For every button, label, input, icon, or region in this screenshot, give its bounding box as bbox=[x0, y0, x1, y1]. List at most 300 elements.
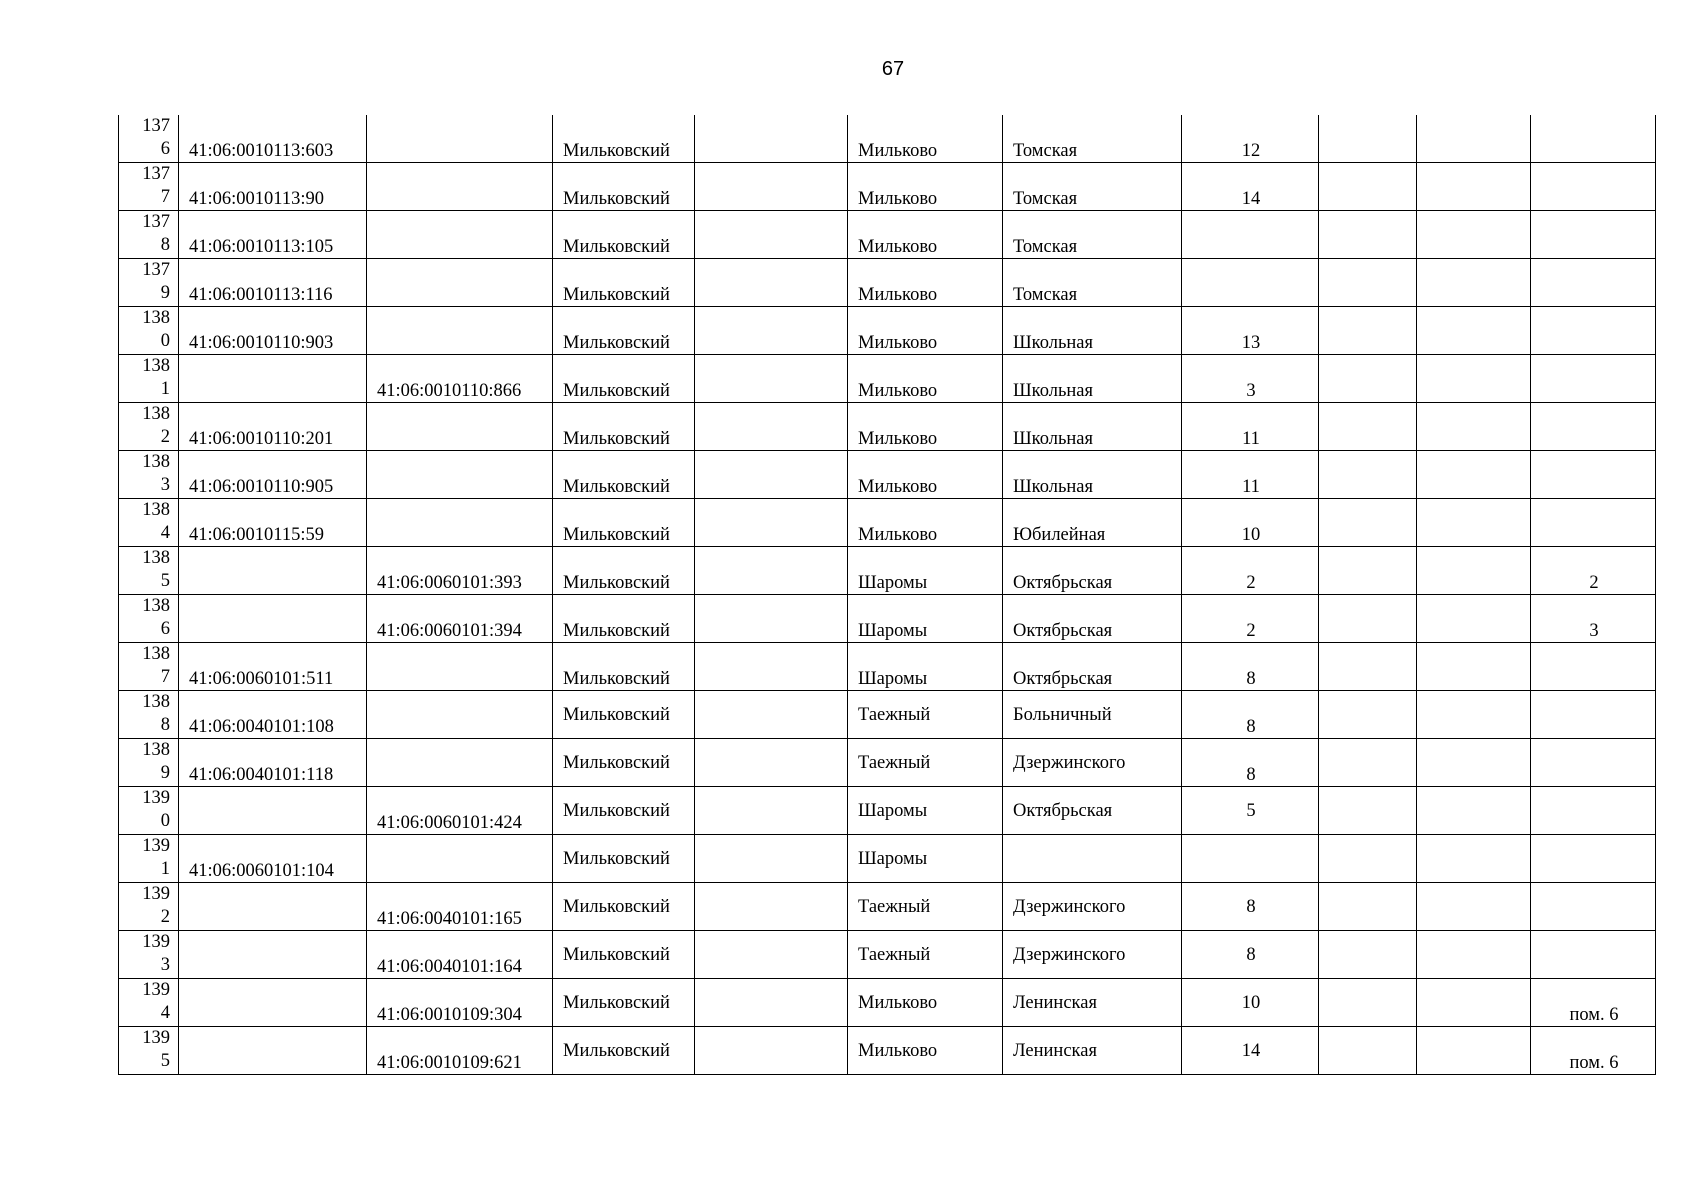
row-number bbox=[119, 595, 179, 643]
col-10 bbox=[1319, 259, 1417, 307]
row-number-line: 138 bbox=[142, 404, 170, 424]
empty-col bbox=[695, 595, 848, 643]
col-10 bbox=[1319, 499, 1417, 547]
row-number-line: 7 bbox=[160, 187, 170, 207]
locality bbox=[848, 835, 1003, 883]
row-number bbox=[119, 499, 179, 547]
row-number bbox=[119, 307, 179, 355]
col-11 bbox=[1417, 979, 1531, 1027]
street bbox=[1003, 739, 1182, 787]
room bbox=[1531, 643, 1656, 691]
table-row bbox=[119, 115, 1656, 163]
row-number bbox=[119, 643, 179, 691]
room bbox=[1531, 355, 1656, 403]
col-11 bbox=[1417, 547, 1531, 595]
raion-text: Мильковский bbox=[563, 705, 670, 725]
col-11 bbox=[1417, 595, 1531, 643]
row-number-line: 139 bbox=[142, 788, 170, 808]
locality-text: Шаромы bbox=[858, 621, 928, 641]
locality-text: Мильково bbox=[858, 1041, 938, 1061]
street-text: Дзержинского bbox=[1013, 897, 1126, 917]
house bbox=[1182, 931, 1319, 979]
col-11 bbox=[1417, 643, 1531, 691]
street bbox=[1003, 643, 1182, 691]
raion-text: Мильковский bbox=[563, 801, 670, 821]
table-row bbox=[119, 931, 1656, 979]
col-11 bbox=[1417, 403, 1531, 451]
raion-text: Мильковский bbox=[563, 141, 670, 161]
row-number-line: 139 bbox=[142, 884, 170, 904]
row-number-line: 139 bbox=[142, 980, 170, 1000]
cadastral-number-alt-text: 41:06:0040101:165 bbox=[377, 909, 522, 929]
cadastral-number-text: 41:06:0040101:108 bbox=[189, 717, 334, 737]
street bbox=[1003, 115, 1182, 163]
street-text: Томская bbox=[1013, 141, 1078, 161]
raion bbox=[553, 547, 695, 595]
locality-text: Мильково bbox=[858, 525, 938, 545]
col-10 bbox=[1319, 1027, 1417, 1075]
street-text: Школьная bbox=[1013, 429, 1094, 449]
raion bbox=[553, 163, 695, 211]
cadastral-number-alt bbox=[367, 451, 553, 499]
cadastral-number bbox=[179, 163, 367, 211]
row-number-line: 4 bbox=[160, 523, 170, 543]
row-number-line: 9 bbox=[160, 763, 170, 783]
cadastral-number-text: 41:06:0010110:905 bbox=[189, 477, 334, 497]
raion-text: Мильковский bbox=[563, 285, 670, 305]
cadastral-number bbox=[179, 595, 367, 643]
cadastral-number bbox=[179, 403, 367, 451]
house bbox=[1182, 595, 1319, 643]
cadastral-number bbox=[179, 115, 367, 163]
table-row bbox=[119, 403, 1656, 451]
cadastral-number bbox=[179, 259, 367, 307]
cadastral-number-alt-text: 41:06:0040101:164 bbox=[377, 957, 522, 977]
row-number-line: 5 bbox=[160, 1051, 170, 1071]
cadastral-number-alt bbox=[367, 787, 553, 835]
cadastral-number-alt bbox=[367, 883, 553, 931]
row-number-line: 2 bbox=[160, 427, 170, 447]
row-number-line: 138 bbox=[142, 740, 170, 760]
cadastral-number-alt bbox=[367, 931, 553, 979]
col-11 bbox=[1417, 163, 1531, 211]
locality-text: Мильково bbox=[858, 237, 938, 257]
row-number-line: 7 bbox=[160, 667, 170, 687]
cadastral-number bbox=[179, 499, 367, 547]
house-text: 14 bbox=[1241, 189, 1261, 209]
row-number bbox=[119, 883, 179, 931]
col-11 bbox=[1417, 259, 1531, 307]
house bbox=[1182, 979, 1319, 1027]
room bbox=[1531, 739, 1656, 787]
street-text: Ленинская bbox=[1013, 993, 1097, 1013]
cadastral-number bbox=[179, 1027, 367, 1075]
cadastral-number bbox=[179, 643, 367, 691]
raion-text: Мильковский bbox=[563, 237, 670, 257]
empty-col bbox=[695, 307, 848, 355]
col-11 bbox=[1417, 211, 1531, 259]
room bbox=[1531, 163, 1656, 211]
empty-col bbox=[695, 835, 848, 883]
locality bbox=[848, 595, 1003, 643]
row-number bbox=[119, 163, 179, 211]
raion-text: Мильковский bbox=[563, 621, 670, 641]
cadastral-number bbox=[179, 883, 367, 931]
locality-text: Мильково bbox=[858, 189, 938, 209]
room bbox=[1531, 259, 1656, 307]
col-10 bbox=[1319, 643, 1417, 691]
house-text: 2 bbox=[1246, 573, 1256, 593]
cadastral-number-text: 41:06:0040101:118 bbox=[189, 765, 334, 785]
table-row bbox=[119, 499, 1656, 547]
cadastral-number-alt bbox=[367, 307, 553, 355]
cadastral-number-alt-text: 41:06:0060101:394 bbox=[377, 621, 522, 641]
row-number-line: 139 bbox=[142, 932, 170, 952]
row-number-line: 138 bbox=[142, 452, 170, 472]
house bbox=[1182, 115, 1319, 163]
locality bbox=[848, 739, 1003, 787]
col-10 bbox=[1319, 451, 1417, 499]
cadastral-number-alt bbox=[367, 499, 553, 547]
locality-text: Таежный bbox=[858, 945, 931, 965]
house-text: 2 bbox=[1246, 621, 1256, 641]
locality-text: Шаромы bbox=[858, 573, 928, 593]
locality bbox=[848, 307, 1003, 355]
row-number-line: 9 bbox=[160, 283, 170, 303]
row-number-line: 139 bbox=[142, 1028, 170, 1048]
table-body bbox=[119, 115, 1656, 1075]
col-11 bbox=[1417, 115, 1531, 163]
house-text: 14 bbox=[1241, 1041, 1261, 1061]
raion-text: Мильковский bbox=[563, 525, 670, 545]
cadastral-number bbox=[179, 931, 367, 979]
raion bbox=[553, 883, 695, 931]
raion bbox=[553, 1027, 695, 1075]
room bbox=[1531, 787, 1656, 835]
empty-col bbox=[695, 1027, 848, 1075]
cadastral-number-alt bbox=[367, 211, 553, 259]
locality bbox=[848, 403, 1003, 451]
room-text: пом. 6 bbox=[1569, 1005, 1619, 1025]
street bbox=[1003, 355, 1182, 403]
row-number-line: 1 bbox=[160, 379, 170, 399]
col-11 bbox=[1417, 499, 1531, 547]
street bbox=[1003, 211, 1182, 259]
empty-col bbox=[695, 163, 848, 211]
street bbox=[1003, 403, 1182, 451]
table-row bbox=[119, 307, 1656, 355]
row-number-line: 138 bbox=[142, 548, 170, 568]
col-10 bbox=[1319, 163, 1417, 211]
locality-text: Шаромы bbox=[858, 669, 928, 689]
street bbox=[1003, 691, 1182, 739]
raion-text: Мильковский bbox=[563, 477, 670, 497]
street bbox=[1003, 595, 1182, 643]
room bbox=[1531, 115, 1656, 163]
empty-col bbox=[695, 883, 848, 931]
table-row bbox=[119, 691, 1656, 739]
row-number-line: 137 bbox=[142, 212, 170, 232]
row-number bbox=[119, 931, 179, 979]
house bbox=[1182, 499, 1319, 547]
room bbox=[1531, 499, 1656, 547]
locality-text: Шаромы bbox=[858, 849, 928, 869]
raion bbox=[553, 115, 695, 163]
street bbox=[1003, 307, 1182, 355]
col-10 bbox=[1319, 115, 1417, 163]
col-11 bbox=[1417, 883, 1531, 931]
cadastral-number-alt bbox=[367, 595, 553, 643]
cadastral-number-alt-text: 41:06:0010109:621 bbox=[377, 1053, 522, 1073]
locality-text: Мильково bbox=[858, 333, 938, 353]
street bbox=[1003, 883, 1182, 931]
street-text: Ленинская bbox=[1013, 1041, 1097, 1061]
room bbox=[1531, 547, 1656, 595]
row-number-line: 8 bbox=[160, 235, 170, 255]
room bbox=[1531, 307, 1656, 355]
row-number bbox=[119, 979, 179, 1027]
raion bbox=[553, 979, 695, 1027]
table-row bbox=[119, 163, 1656, 211]
house bbox=[1182, 739, 1319, 787]
locality bbox=[848, 211, 1003, 259]
empty-col bbox=[695, 403, 848, 451]
locality bbox=[848, 115, 1003, 163]
col-10 bbox=[1319, 787, 1417, 835]
room bbox=[1531, 451, 1656, 499]
street-text: Октябрьская bbox=[1013, 669, 1113, 689]
col-10 bbox=[1319, 739, 1417, 787]
house bbox=[1182, 883, 1319, 931]
cadastral-number bbox=[179, 211, 367, 259]
house bbox=[1182, 451, 1319, 499]
locality bbox=[848, 691, 1003, 739]
house bbox=[1182, 355, 1319, 403]
row-number-line: 5 bbox=[160, 571, 170, 591]
raion bbox=[553, 211, 695, 259]
room bbox=[1531, 1027, 1656, 1075]
row-number-line: 137 bbox=[142, 260, 170, 280]
raion bbox=[553, 307, 695, 355]
cadastral-number bbox=[179, 547, 367, 595]
room-text: пом. 6 bbox=[1569, 1053, 1619, 1073]
room bbox=[1531, 835, 1656, 883]
street-text: Школьная bbox=[1013, 477, 1094, 497]
empty-col bbox=[695, 691, 848, 739]
cadastral-number bbox=[179, 979, 367, 1027]
locality bbox=[848, 451, 1003, 499]
table-row bbox=[119, 547, 1656, 595]
locality-text: Мильково bbox=[858, 141, 938, 161]
row-number-line: 2 bbox=[160, 907, 170, 927]
raion-text: Мильковский bbox=[563, 429, 670, 449]
locality-text: Мильково bbox=[858, 429, 938, 449]
col-10 bbox=[1319, 931, 1417, 979]
cadastral-number-alt bbox=[367, 739, 553, 787]
row-number bbox=[119, 547, 179, 595]
locality bbox=[848, 931, 1003, 979]
cadastral-number-text: 41:06:0010113:116 bbox=[189, 285, 333, 305]
house-text: 8 bbox=[1246, 945, 1256, 965]
row-number-line: 137 bbox=[142, 116, 170, 136]
room bbox=[1531, 595, 1656, 643]
raion bbox=[553, 691, 695, 739]
raion bbox=[553, 739, 695, 787]
row-number-line: 0 bbox=[160, 331, 170, 351]
locality-text: Мильково bbox=[858, 285, 938, 305]
row-number-line: 138 bbox=[142, 692, 170, 712]
raion-text: Мильковский bbox=[563, 189, 670, 209]
cadastral-number-alt-text: 41:06:0060101:393 bbox=[377, 573, 522, 593]
row-number-line: 139 bbox=[142, 836, 170, 856]
col-10 bbox=[1319, 883, 1417, 931]
raion bbox=[553, 355, 695, 403]
col-11 bbox=[1417, 451, 1531, 499]
empty-col bbox=[695, 499, 848, 547]
street-text: Школьная bbox=[1013, 381, 1094, 401]
row-number bbox=[119, 403, 179, 451]
street bbox=[1003, 1027, 1182, 1075]
table-row bbox=[119, 883, 1656, 931]
cadastral-number-text: 41:06:0010110:201 bbox=[189, 429, 334, 449]
row-number-line: 6 bbox=[160, 619, 170, 639]
house bbox=[1182, 643, 1319, 691]
street-text: Октябрьская bbox=[1013, 801, 1113, 821]
raion-text: Мильковский bbox=[563, 381, 670, 401]
street-text: Томская bbox=[1013, 285, 1078, 305]
empty-col bbox=[695, 115, 848, 163]
row-number bbox=[119, 451, 179, 499]
house-text: 8 bbox=[1246, 669, 1256, 689]
col-10 bbox=[1319, 211, 1417, 259]
cadastral-number-alt bbox=[367, 259, 553, 307]
cadastral-number-alt bbox=[367, 979, 553, 1027]
row-number-line: 138 bbox=[142, 356, 170, 376]
col-11 bbox=[1417, 835, 1531, 883]
street bbox=[1003, 835, 1182, 883]
locality bbox=[848, 787, 1003, 835]
room bbox=[1531, 883, 1656, 931]
street bbox=[1003, 787, 1182, 835]
raion bbox=[553, 403, 695, 451]
locality-text: Таежный bbox=[858, 753, 931, 773]
raion bbox=[553, 835, 695, 883]
table-row bbox=[119, 739, 1656, 787]
row-number-line: 4 bbox=[160, 1003, 170, 1023]
house-text: 10 bbox=[1241, 525, 1261, 545]
room bbox=[1531, 211, 1656, 259]
row-number-line: 3 bbox=[160, 955, 170, 975]
locality bbox=[848, 355, 1003, 403]
cadastral-number bbox=[179, 835, 367, 883]
empty-col bbox=[695, 547, 848, 595]
house bbox=[1182, 691, 1319, 739]
street bbox=[1003, 931, 1182, 979]
street bbox=[1003, 163, 1182, 211]
street bbox=[1003, 259, 1182, 307]
empty-col bbox=[695, 451, 848, 499]
house bbox=[1182, 211, 1319, 259]
house-text: 8 bbox=[1246, 897, 1256, 917]
col-10 bbox=[1319, 691, 1417, 739]
row-number-line: 138 bbox=[142, 308, 170, 328]
house bbox=[1182, 403, 1319, 451]
table-row bbox=[119, 835, 1656, 883]
cadastral-number-alt bbox=[367, 163, 553, 211]
cadastral-number-alt-text: 41:06:0010109:304 bbox=[377, 1005, 522, 1025]
cadastral-number bbox=[179, 451, 367, 499]
col-11 bbox=[1417, 307, 1531, 355]
street-text: Дзержинского bbox=[1013, 753, 1126, 773]
empty-col bbox=[695, 739, 848, 787]
locality-text: Мильково bbox=[858, 993, 938, 1013]
cadastral-number-alt bbox=[367, 355, 553, 403]
col-10 bbox=[1319, 307, 1417, 355]
house bbox=[1182, 259, 1319, 307]
row-number bbox=[119, 691, 179, 739]
locality-text: Шаромы bbox=[858, 801, 928, 821]
cadastral-number-alt bbox=[367, 115, 553, 163]
street-text: Октябрьская bbox=[1013, 573, 1113, 593]
locality bbox=[848, 259, 1003, 307]
col-10 bbox=[1319, 595, 1417, 643]
col-10 bbox=[1319, 547, 1417, 595]
raion bbox=[553, 499, 695, 547]
table-row bbox=[119, 787, 1656, 835]
cadastral-number-alt bbox=[367, 1027, 553, 1075]
house bbox=[1182, 547, 1319, 595]
col-10 bbox=[1319, 835, 1417, 883]
row-number-line: 0 bbox=[160, 811, 170, 831]
row-number-line: 138 bbox=[142, 500, 170, 520]
locality bbox=[848, 163, 1003, 211]
house-text: 11 bbox=[1242, 477, 1260, 497]
house-text: 3 bbox=[1246, 381, 1256, 401]
raion-text: Мильковский bbox=[563, 849, 670, 869]
col-10 bbox=[1319, 979, 1417, 1027]
row-number-line: 3 bbox=[160, 475, 170, 495]
street bbox=[1003, 979, 1182, 1027]
cadastral-number bbox=[179, 739, 367, 787]
empty-col bbox=[695, 259, 848, 307]
locality bbox=[848, 979, 1003, 1027]
room bbox=[1531, 931, 1656, 979]
cadastral-number bbox=[179, 691, 367, 739]
locality bbox=[848, 547, 1003, 595]
house-text: 11 bbox=[1242, 429, 1260, 449]
house bbox=[1182, 163, 1319, 211]
locality bbox=[848, 883, 1003, 931]
house bbox=[1182, 307, 1319, 355]
table-row bbox=[119, 451, 1656, 499]
raion-text: Мильковский bbox=[563, 993, 670, 1013]
house-text: 5 bbox=[1246, 801, 1256, 821]
locality-text: Таежный bbox=[858, 897, 931, 917]
empty-col bbox=[695, 787, 848, 835]
street-text: Школьная bbox=[1013, 333, 1094, 353]
house bbox=[1182, 835, 1319, 883]
cadastral-number-text: 41:06:0060101:511 bbox=[189, 669, 334, 689]
table-row bbox=[119, 1027, 1656, 1075]
locality-text: Мильково bbox=[858, 477, 938, 497]
col-10 bbox=[1319, 355, 1417, 403]
empty-col bbox=[695, 931, 848, 979]
street bbox=[1003, 499, 1182, 547]
cadastral-number-alt bbox=[367, 643, 553, 691]
room-text: 3 bbox=[1589, 621, 1599, 641]
empty-col bbox=[695, 979, 848, 1027]
col-11 bbox=[1417, 355, 1531, 403]
